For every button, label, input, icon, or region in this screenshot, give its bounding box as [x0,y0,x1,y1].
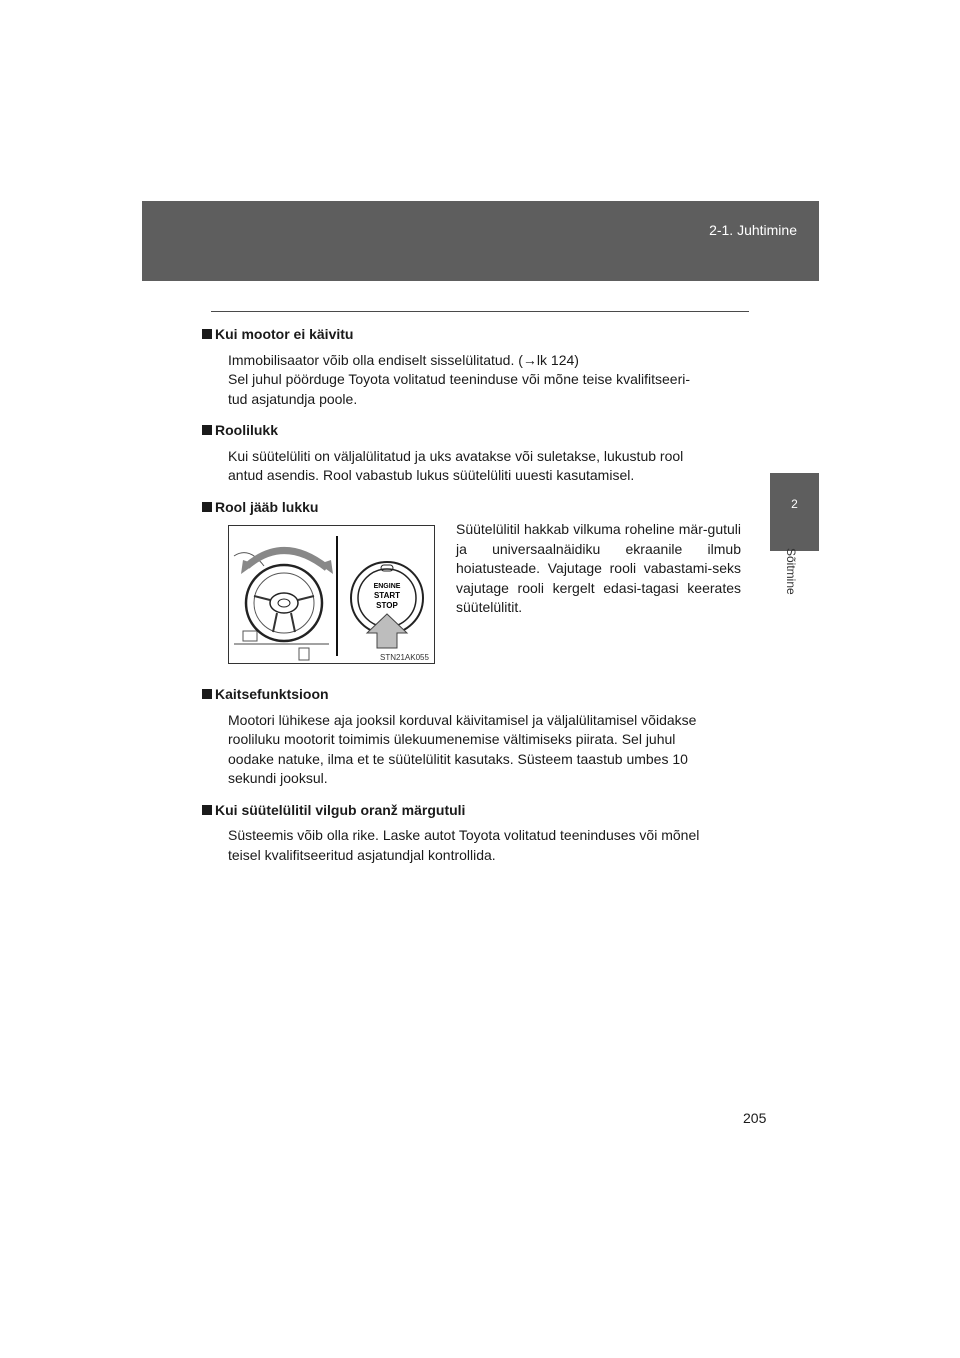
section-heading [202,498,730,518]
chapter-number: 2 [791,497,798,511]
button-label-stop: STOP [376,601,398,610]
heading-text: Kui mootor ei käivitu [215,326,354,342]
square-bullet-icon [202,689,212,699]
square-bullet-icon [202,805,212,815]
section-heading [202,421,730,441]
chapter-label-container [780,548,810,612]
section-heading [202,685,730,705]
section-title: 2-1. Juhtimine [709,222,797,238]
heading-text: Kui süütelülitil vilgub oranž märgutuli [215,801,466,818]
section-body [215,351,743,410]
header-band [142,201,819,281]
body-line: Kui süütelüliti on väljalülitatud ja uks avatakse või suletakse, lukustub rool [228,447,684,464]
button-label-layer [229,526,434,663]
body-line: Mootori lühikese aja jooksil korduval käivitamisel ja väljalülitamisel võidakse [228,711,697,728]
steering-lock-illustration [228,525,435,664]
square-bullet-icon [202,502,212,512]
section-steering-lock [215,421,743,486]
square-bullet-icon [202,329,212,339]
section-body [215,826,743,865]
page-number: 205 [743,1110,767,1126]
body-line: antud asendis. Rool vabastub lukus süütelüliti uuesti kasutamisel. [228,467,635,483]
body-line: Immobilisaator võib olla endiselt sisselülitatud. (→lk 124) [228,351,579,368]
section-heading [202,801,730,821]
chapter-tab [770,473,819,551]
square-bullet-icon [202,425,212,435]
section-engine-not-start [215,325,743,409]
chapter-label: Sõitmine [784,548,798,595]
section-protection-function [215,685,743,789]
figure-caption-text: Süütelülitil hakkab vilkuma roheline mär-gutuli ja universaalnäidiku ekraanile ilmub hoiatusteade. Vajutage rooli vabastami-seks vajutage rooli kergelt edasi-tagasi keerates süütelülitit. [456,521,741,615]
page-content [215,325,743,877]
figure-row [215,521,743,665]
heading-text: Rool jääb lukku [215,498,319,515]
top-rule [211,311,749,312]
body-line: tud asjatundja poole. [228,390,358,407]
section-wheel-locked [215,498,743,666]
body-line: teisel kvalifitseeritud asjatundjal kontrollida. [228,846,496,863]
heading-text: Kaitsefunktsioon [215,686,329,702]
section-heading [202,325,730,345]
body-line: rooliluku mootorit toimimis ülekuumenemise vältimiseks piirata. Sel juhul [228,731,676,747]
section-orange-indicator [215,801,743,866]
heading-text: Roolilukk [215,422,279,438]
body-line: oodake natuke, ilma et te süütelülitit kasutaks. Süsteem taastub umbes 10 [228,750,688,767]
body-line: sekundi jooksul. [228,770,328,786]
section-body [215,711,743,789]
body-line: Sel juhul pöörduge Toyota volitatud teeninduse või mõne teise kvalifitseeri- [228,371,691,387]
button-label-start: START [373,591,401,600]
body-line: Süsteemis võib olla rike. Laske autot Toyota volitatud teeninduses või mõnel [228,827,700,843]
button-label-engine: ENGINE [373,583,401,590]
section-body [215,447,743,486]
figure-code: STN21AK055 [380,653,429,662]
